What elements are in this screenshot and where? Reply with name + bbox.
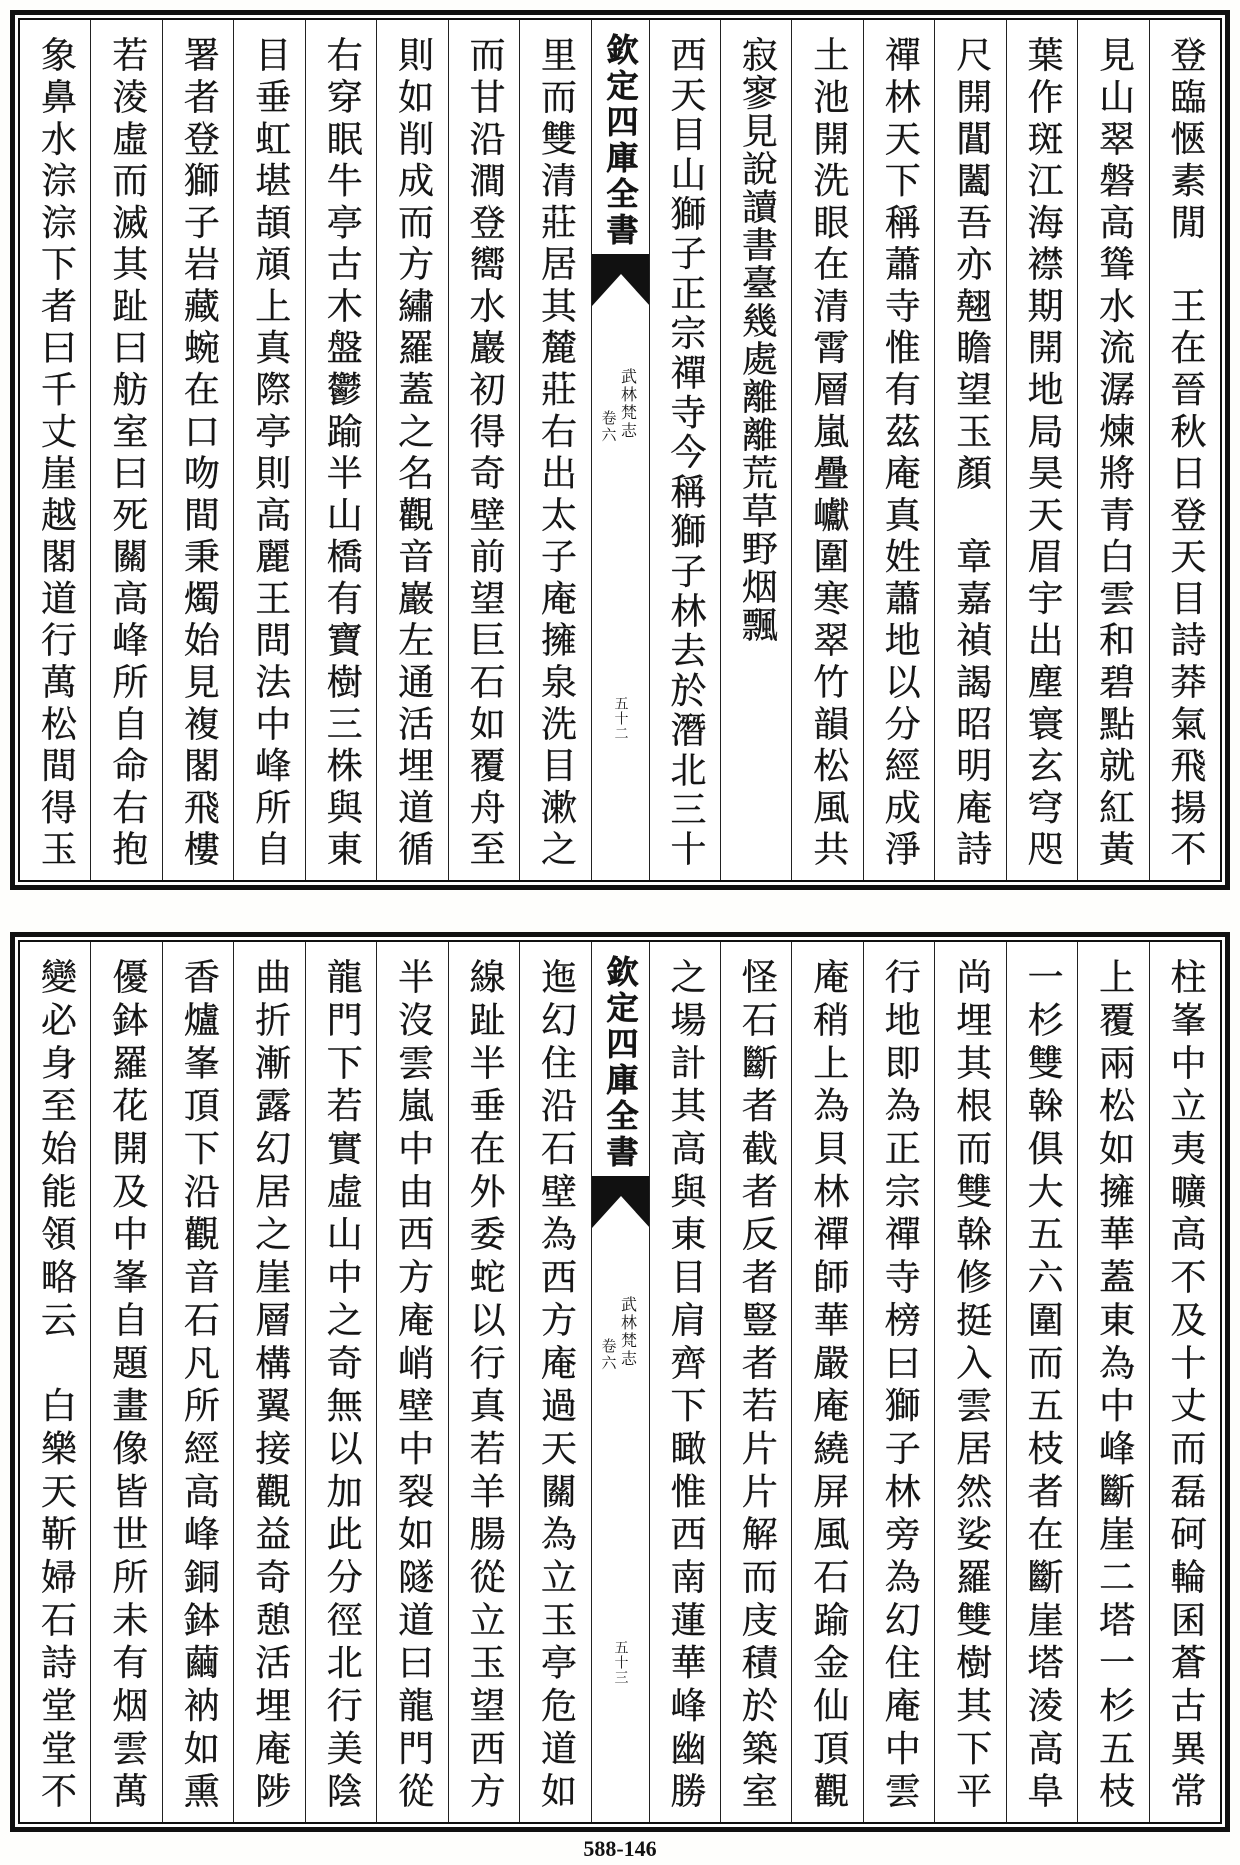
book-title: 武林梵志 bbox=[618, 368, 638, 440]
text-column: 之場計其高與東目肩齊下瞰惟西南蓮華峰幽勝 bbox=[649, 942, 720, 1822]
fish-tail-ornament-icon bbox=[592, 254, 649, 310]
text-column: 怪石斷者截者反者豎者若片片解而庋積於築室 bbox=[720, 942, 791, 1822]
text-column: 葉作斑江海襟期開地局昊天眉宇出塵寰玄穹咫 bbox=[1006, 20, 1077, 880]
text-column: 目垂虹堪頡頏上真際亭則高麗王問法中峰所自 bbox=[233, 20, 304, 880]
text-column: 迤幻住沿石壁為西方庵過天關為立玉亭危道如 bbox=[519, 942, 590, 1822]
text-column: 若淩虛而滅其趾曰舫室曰死關高峰所自命右抱 bbox=[90, 20, 161, 880]
text-column: 柱峯中立夷曠高不及十丈而磊砢輪囷蒼古異常 bbox=[1149, 942, 1220, 1822]
text-column: 上覆兩松如擁華蓋東為中峰斷崖二塔一杉五枝 bbox=[1077, 942, 1148, 1822]
book-title: 武林梵志 bbox=[618, 1296, 638, 1368]
text-column: 禪林天下稱蕭寺惟有茲庵真姓蕭地以分經成淨 bbox=[863, 20, 934, 880]
text-column: 寂寥見說讀書臺幾處離離荒草野烟飄 bbox=[720, 20, 791, 880]
text-column: 西天目山獅子正宗禪寺今稱獅子林去於潛北三十 bbox=[649, 20, 720, 880]
page-frame bbox=[18, 940, 1222, 1824]
text-columns bbox=[20, 942, 1220, 1822]
text-column: 署者登獅子岩藏蜿在口吻間秉燭始見複閣飛樓 bbox=[162, 20, 233, 880]
text-column: 優鉢羅花開及中峯自題畫像皆世所未有烟雲萬 bbox=[90, 942, 161, 1822]
book-page-upper bbox=[10, 10, 1230, 890]
volume-number: 卷六 bbox=[599, 1338, 618, 1372]
text-column: 香爐峯頂下沿觀音石凡所經高峰銅鉢繭衲如熏 bbox=[162, 942, 233, 1822]
book-page-lower bbox=[10, 932, 1230, 1832]
text-column: 右穿眠牛亭古木盤鬱踰半山橋有寶樹三株與東 bbox=[305, 20, 376, 880]
text-columns bbox=[20, 20, 1220, 880]
text-column: 則如削成而方繡羅蓋之名觀音巖左通活埋道循 bbox=[376, 20, 447, 880]
folio-number: 五十三 bbox=[612, 1640, 629, 1685]
fish-tail-ornament-icon bbox=[592, 1176, 649, 1232]
collection-title: 欽定四庫全書 bbox=[601, 955, 640, 1171]
text-column: 庵稍上為貝林禪師華嚴庵繞屏風石踰金仙頂觀 bbox=[791, 942, 862, 1822]
text-column: 尺開閶闔吾亦翹瞻望玉顏 章嘉禎謁昭明庵詩 bbox=[934, 20, 1005, 880]
text-column: 里而雙清莊居其麓莊右出太子庵擁泉洗目漱之 bbox=[519, 20, 590, 880]
text-column: 曲折漸露幻居之崖層構翼接觀益奇憩活埋庵陟 bbox=[233, 942, 304, 1822]
text-column: 尚埋其根而雙榦修挺入雲居然娑羅雙樹其下平 bbox=[934, 942, 1005, 1822]
text-column: 而甘沿澗登嚮水巖初得奇壁前望巨石如覆舟至 bbox=[448, 20, 519, 880]
text-column: 變必身至始能領略云 白樂天靳婦石詩堂堂不 bbox=[35, 958, 77, 1810]
page-frame bbox=[18, 18, 1222, 882]
text-column: 行地即為正宗禪寺榜曰獅子林旁為幻住庵中雲 bbox=[863, 942, 934, 1822]
volume-number: 卷六 bbox=[599, 410, 618, 444]
text-column: 龍門下若實虛山中之奇無以加此分徑北行美陰 bbox=[305, 942, 376, 1822]
text-column: 登臨愜素閒 王在晉秋日登天目詩莽氣飛揚不 bbox=[1149, 20, 1220, 880]
page-number: 588-146 bbox=[583, 1836, 657, 1861]
center-gutter bbox=[591, 942, 649, 1822]
text-column: 象鼻水淙淙下者曰千丈崖越閣道行萬松間得玉 bbox=[35, 36, 77, 868]
text-column: 半沒雲嵐中由西方庵峭壁中裂如隧道曰龍門從 bbox=[376, 942, 447, 1822]
text-column: 一杉雙榦俱大五六圍而五枝者在斷崖塔淩高阜 bbox=[1006, 942, 1077, 1822]
collection-title: 欽定四庫全書 bbox=[601, 33, 640, 249]
text-column: 線趾半垂在外委蛇以行真若羊腸從立玉望西方 bbox=[448, 942, 519, 1822]
folio-number: 五十二 bbox=[612, 696, 629, 741]
text-column: 見山翠磐高聳水流潺煉將青白雲和碧點就紅黃 bbox=[1077, 20, 1148, 880]
center-gutter bbox=[591, 20, 649, 880]
text-column: 土池開洗眼在清霄層嵐疊巘圍寒翠竹韻松風共 bbox=[791, 20, 862, 880]
